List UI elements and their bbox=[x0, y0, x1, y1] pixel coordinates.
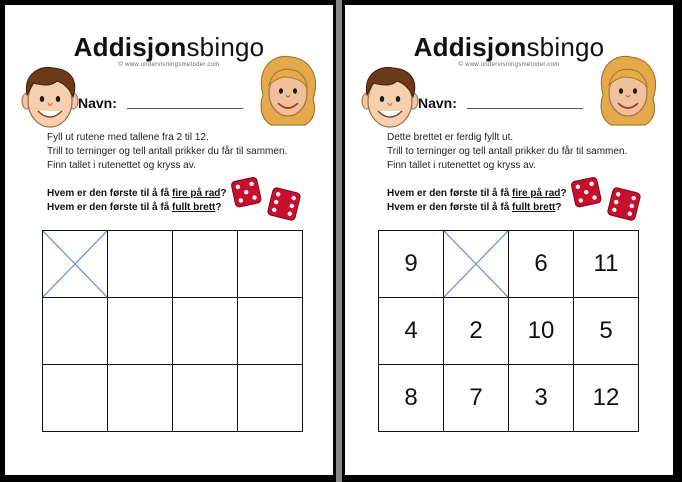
questions bbox=[47, 187, 227, 215]
grid-row bbox=[379, 365, 639, 432]
cross-mark bbox=[444, 231, 508, 297]
grid-row bbox=[379, 298, 639, 365]
grid-cell[interactable]: 2 bbox=[444, 298, 509, 365]
name-field[interactable] bbox=[127, 108, 243, 109]
grid-row bbox=[379, 231, 639, 298]
page-divider bbox=[333, 0, 345, 482]
instruction-line: Trill to terninger og tell antall prikker du får til sammen. bbox=[387, 146, 628, 157]
grid-cell[interactable]: 4 bbox=[379, 298, 444, 365]
name-label: Navn: bbox=[78, 95, 117, 111]
grid-cell[interactable] bbox=[238, 365, 303, 432]
instruction-line: Dette brettet er ferdig fyllt ut. bbox=[387, 132, 514, 143]
question-full-board: Hvem er den første til å få fullt brett? bbox=[387, 202, 562, 213]
grid-cell[interactable]: 10 bbox=[509, 298, 574, 365]
instruction-line: Finn tallet i rutenettet og kryss av. bbox=[47, 160, 196, 171]
worksheet-page-right bbox=[345, 5, 673, 475]
worksheet-page-left bbox=[5, 5, 333, 475]
instruction-line: Finn tallet i rutenettet og kryss av. bbox=[387, 160, 536, 171]
grid-cell[interactable] bbox=[108, 231, 173, 298]
bingo-grid bbox=[378, 230, 639, 432]
grid-cell[interactable] bbox=[173, 231, 238, 298]
grid-cell[interactable]: 7 bbox=[444, 365, 509, 432]
grid-cell[interactable]: 5 bbox=[574, 298, 639, 365]
instructions bbox=[387, 131, 627, 173]
grid-cell[interactable]: 6 bbox=[509, 231, 574, 298]
dice-icon bbox=[569, 173, 605, 209]
question-four-in-row: Hvem er den første til å få fire på rad? bbox=[387, 188, 567, 199]
website-credit: © www.undervisningsmetoder.com bbox=[458, 62, 560, 68]
grid-row bbox=[43, 231, 303, 298]
website-credit: © www.undervisningsmetoder.com bbox=[118, 62, 220, 68]
grid-cell[interactable] bbox=[43, 231, 108, 298]
dice-icon bbox=[229, 173, 265, 209]
grid-cell[interactable]: 8 bbox=[379, 365, 444, 432]
name-label: Navn: bbox=[418, 95, 457, 111]
grid-row bbox=[43, 365, 303, 432]
grid-cell[interactable] bbox=[238, 298, 303, 365]
worksheet-title: Addisjonsbingo bbox=[73, 32, 265, 62]
question-four-in-row: Hvem er den første til å få fire på rad? bbox=[47, 188, 227, 199]
dice-icon bbox=[265, 185, 303, 223]
instruction-line: Fyll ut rutene med tallene fra 2 til 12. bbox=[47, 132, 209, 143]
grid-cell[interactable]: 11 bbox=[574, 231, 639, 298]
worksheet-title: Addisjonsbingo bbox=[413, 32, 605, 62]
girl-face-icon bbox=[597, 55, 659, 127]
grid-cell[interactable] bbox=[238, 231, 303, 298]
instructions bbox=[47, 131, 287, 173]
bingo-grid bbox=[42, 230, 303, 432]
instruction-line: Trill to terninger og tell antall prikker du får til sammen. bbox=[47, 146, 288, 157]
girl-face-icon bbox=[257, 55, 319, 127]
grid-cell[interactable]: 12 bbox=[574, 365, 639, 432]
question-full-board: Hvem er den første til å få fullt brett? bbox=[47, 202, 222, 213]
grid-cell[interactable] bbox=[444, 231, 509, 298]
dice-icon bbox=[605, 185, 643, 223]
grid-cell[interactable] bbox=[43, 298, 108, 365]
cross-mark bbox=[43, 231, 107, 297]
questions bbox=[387, 187, 567, 215]
grid-cell[interactable] bbox=[173, 365, 238, 432]
grid-cell[interactable]: 3 bbox=[509, 365, 574, 432]
boy-face-icon bbox=[21, 65, 79, 131]
name-field[interactable] bbox=[467, 108, 583, 109]
boy-face-icon bbox=[361, 65, 419, 131]
grid-cell[interactable] bbox=[43, 365, 108, 432]
grid-row bbox=[43, 298, 303, 365]
grid-cell[interactable] bbox=[173, 298, 238, 365]
grid-cell[interactable] bbox=[108, 365, 173, 432]
grid-cell[interactable]: 9 bbox=[379, 231, 444, 298]
grid-cell[interactable] bbox=[108, 298, 173, 365]
